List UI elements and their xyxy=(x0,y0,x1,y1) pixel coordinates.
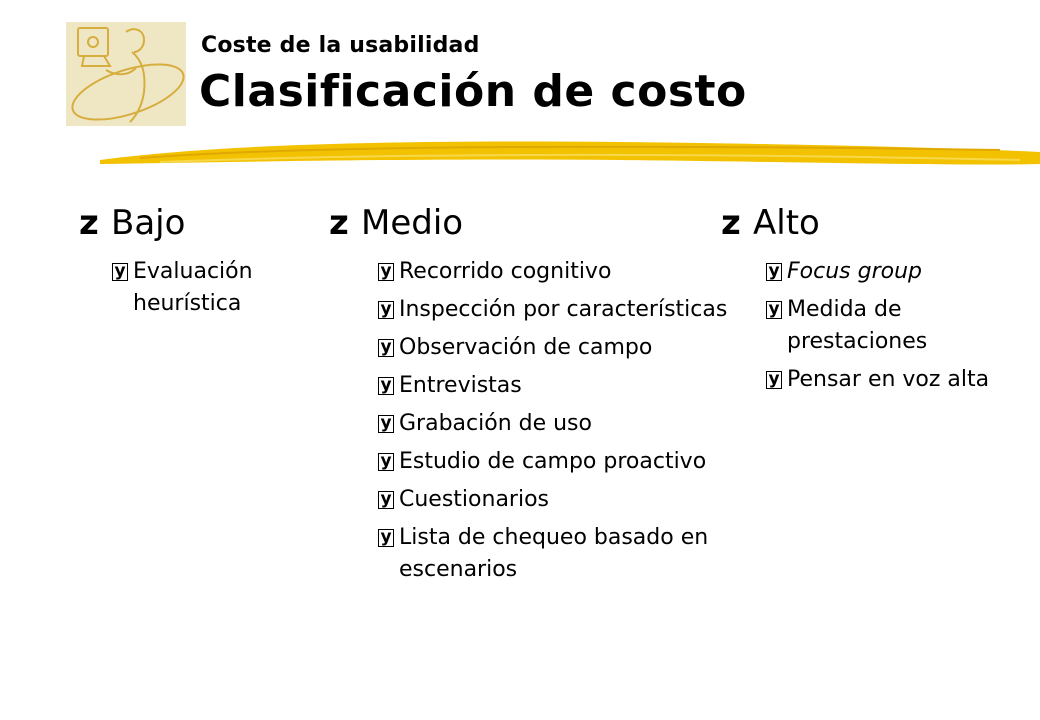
page-title: Clasificación de costo xyxy=(199,66,747,117)
y-bullet-icon: y xyxy=(378,377,394,395)
yellow-brush-stroke xyxy=(100,132,1040,180)
y-bullet-icon: y xyxy=(378,339,394,357)
page-subtitle: Coste de la usabilidad xyxy=(201,33,480,58)
z-bullet-icon: z xyxy=(329,203,349,243)
y-bullet-icon: y xyxy=(766,371,782,389)
y-bullet-icon: y xyxy=(378,415,394,433)
item-list xyxy=(721,256,1021,396)
list-item-label: Pensar en voz alta xyxy=(787,367,990,392)
list-item xyxy=(766,294,1021,358)
item-list xyxy=(79,256,319,320)
list-item-label: Recorrido cognitivo xyxy=(399,259,612,284)
list-item xyxy=(112,256,319,320)
list-item-label: Cuestionarios xyxy=(399,487,550,512)
y-bullet-icon: y xyxy=(766,301,782,319)
y-bullet-icon: y xyxy=(378,453,394,471)
z-bullet-icon: z xyxy=(721,203,741,243)
column-heading xyxy=(329,200,729,246)
y-bullet-icon: y xyxy=(378,491,394,509)
heading-label: Medio xyxy=(361,203,464,243)
list-item-label: Inspección por características xyxy=(399,297,728,322)
list-item xyxy=(378,484,729,516)
list-item xyxy=(378,256,729,288)
list-item-label: Evaluación heurística xyxy=(133,259,253,316)
person-at-computer-logo xyxy=(66,22,186,126)
list-item xyxy=(766,364,1021,396)
y-bullet-icon: y xyxy=(378,263,394,281)
z-bullet-icon: z xyxy=(79,203,99,243)
y-bullet-icon: y xyxy=(378,301,394,319)
list-item xyxy=(378,370,729,402)
list-item-label: Estudio de campo proactivo xyxy=(399,449,707,474)
list-item xyxy=(378,522,729,586)
list-item-label: Grabación de uso xyxy=(399,411,592,436)
list-item xyxy=(378,408,729,440)
list-item xyxy=(378,332,729,364)
column-alto xyxy=(721,200,1021,402)
list-item xyxy=(378,446,729,478)
heading-label: Alto xyxy=(753,203,820,243)
item-list xyxy=(325,256,729,586)
column-heading xyxy=(721,200,1021,246)
list-item-label: Observación de campo xyxy=(399,335,653,360)
column-medio xyxy=(329,200,729,592)
y-bullet-icon: y xyxy=(766,263,782,281)
heading-label: Bajo xyxy=(111,203,186,243)
y-bullet-icon: y xyxy=(378,529,394,547)
list-item xyxy=(378,294,729,326)
column-heading xyxy=(79,200,319,246)
logo-image xyxy=(66,22,186,126)
list-item-label: Medida de prestaciones xyxy=(787,297,928,354)
list-item-label: Entrevistas xyxy=(399,373,522,398)
list-item xyxy=(766,256,1021,288)
y-bullet-icon: y xyxy=(112,263,128,281)
list-item-label: Lista de chequeo basado en escenarios xyxy=(399,525,709,582)
list-item-label: Focus group xyxy=(787,259,922,284)
column-bajo xyxy=(79,200,319,326)
